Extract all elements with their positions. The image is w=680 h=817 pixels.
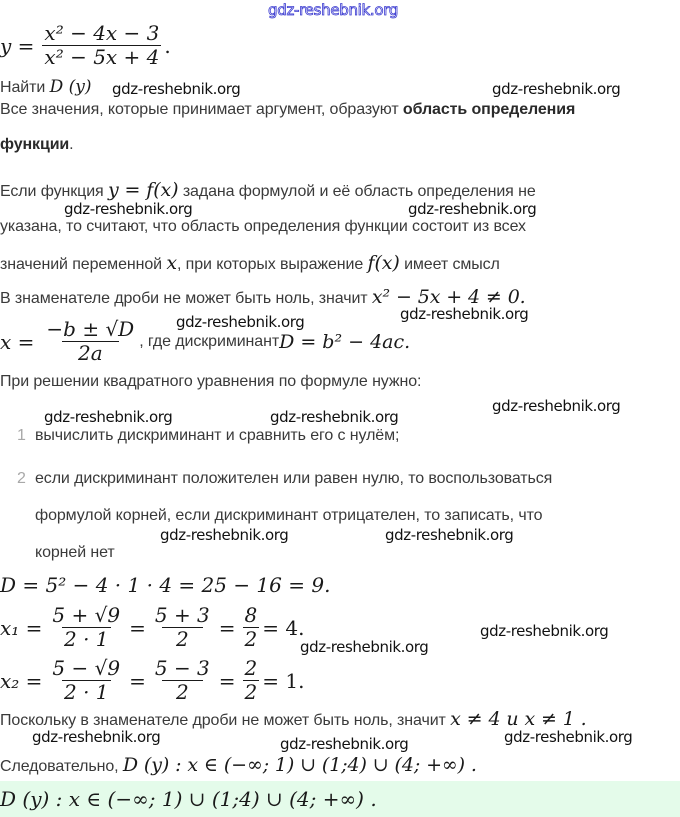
theory-paragraph-2-line3 [0,252,500,274]
formula-period: . [164,33,171,58]
watermark: gdz-reshebnik.org [400,305,529,323]
watermark: gdz-reshebnik.org [64,200,193,218]
theory-paragraph-2 [0,179,536,201]
watermark: gdz-reshebnik.org [176,313,305,331]
x2-fraction-2 [153,657,212,704]
function-notation: y = f(x) [107,179,179,201]
x1-fraction-2 [153,604,212,651]
fraction-numerator: 2 [244,656,258,680]
watermark: gdz-reshebnik.org [44,408,173,426]
watermark: gdz-reshebnik.org [300,638,429,656]
theory-text: , при которых выражение [176,256,368,273]
fraction-denominator: 2 [162,627,203,651]
watermark: gdz-reshebnik.org [32,728,161,746]
fraction-denominator: x² − 5x + 4 [44,45,160,69]
fraction-numerator: x² − 4x − 3 [44,21,160,45]
domain-result: D (y) : x ∈ (−∞; 1) ∪ (1;4) ∪ (4; +∞) . [122,754,477,776]
quadratic-formula [0,318,410,365]
watermark: gdz-reshebnik.org [492,80,621,98]
problem-fraction [42,22,161,69]
theory-text: значений переменной [0,256,167,273]
conclusion-text: Следовательно, [0,758,123,775]
quadratic-denominator: 2a [62,341,119,365]
theory-text: имеет смысл [399,256,500,273]
watermark: gdz-reshebnik.org [480,622,609,640]
equals-sign: = [218,668,236,693]
fraction-denominator: 2 [244,680,258,704]
theory-text: Если функция [0,183,108,200]
fraction-numerator: 5 + √9 [52,603,121,627]
fraction-denominator: 2 [162,680,203,704]
watermark: gdz-reshebnik.org [492,397,621,415]
conclusion-text: Поскольку в знаменателе дроби не может быть ноль, значит [0,712,451,729]
quadratic-numerator: −b ± √D [46,317,135,341]
watermark: gdz-reshebnik.org [112,80,241,98]
list-item-text-cont: формулой корней, если дискриминант отрицателен, то записать, что [35,507,543,524]
x2-fraction-3 [243,657,260,704]
step-text: В знаменателе дроби не может быть ноль, значит [0,290,372,307]
method-list-item [17,427,400,445]
watermark-top: gdz-reshebnik.org [268,1,399,19]
task-math: D (y) [49,77,92,97]
x2-result: = 1. [262,668,305,693]
answer-math: D (y) : x ∈ (−∞; 1) ∪ (1;4) ∪ (4; +∞) . [0,787,377,811]
equals-sign: = [129,615,146,640]
list-number: 2 [17,470,26,487]
function-fx: f(x) [367,252,400,274]
fraction-denominator: 2 [244,627,258,651]
formula-lhs: y = [0,33,35,58]
fraction-numerator: 5 + 3 [154,603,210,627]
quadratic-lhs: x = [0,329,35,354]
x1-lhs: x₁ = [0,615,43,640]
theory-period: . [69,136,74,153]
task-line [0,78,92,97]
theory-text: Все значения, которые принимает аргумент, образуют [0,101,403,118]
variable-x: x [166,252,177,274]
fraction-numerator: 5 − 3 [154,656,210,680]
x2-fraction-1 [50,657,122,704]
condition-math: x² − 5x + 4 ≠ 0. [371,286,526,308]
x1-result: = 4. [262,615,305,640]
watermark: gdz-reshebnik.org [504,728,633,746]
method-list-item [17,470,553,488]
conclusion-line-2 [0,754,477,776]
discriminant-calculation: D = 5² − 4 · 1 · 4 = 25 − 16 = 9. [0,573,331,597]
theory-paragraph-2-line2: указана, то считают, что область определения функции состоит из всех [0,218,526,235]
task-text: Найти [0,79,46,96]
equals-sign: = [218,615,236,640]
answer-box [0,781,680,817]
watermark: gdz-reshebnik.org [270,408,399,426]
equals-sign: = [129,668,146,693]
list-item-text: вычислить дискриминант и сравнить его с нулём; [35,427,400,444]
fraction-denominator: 2 · 1 [63,680,109,704]
watermark: gdz-reshebnik.org [385,526,514,544]
x1-fraction-1 [50,604,122,651]
theory-term: область определения [402,101,576,118]
quadratic-text: , где дискриминант [139,332,280,350]
fraction-numerator: 5 − √9 [52,656,121,680]
watermark: gdz-reshebnik.org [160,526,289,544]
list-item-text-cont: корней нет [35,544,115,561]
x2-lhs: x₂ = [0,668,43,693]
theory-paragraph-1 [0,101,575,119]
quadratic-fraction [44,318,136,365]
watermark: gdz-reshebnik.org [408,200,537,218]
list-item-text: если дискриминант положителен или равен нулю, то воспользоваться [35,470,553,487]
conclusion-line-1 [0,708,587,730]
root-x1 [0,604,304,651]
excluded-values: x ≠ 4 и x ≠ 1 . [450,708,587,730]
x1-fraction-3 [243,604,260,651]
theory-text: задана формулой и её область определения не [178,183,536,200]
root-x2 [0,657,304,704]
theory-term-cont: функции [0,136,70,153]
theory-paragraph-1-cont [0,136,74,154]
list-number: 1 [17,427,26,444]
method-intro: При решении квадратного уравнения по формуле нужно: [0,373,422,390]
fraction-numerator: 8 [244,603,258,627]
watermark: gdz-reshebnik.org [280,735,409,753]
fraction-denominator: 2 · 1 [63,627,109,651]
discriminant-formula: D = b² − 4ac. [279,330,411,353]
problem-formula [0,22,171,69]
